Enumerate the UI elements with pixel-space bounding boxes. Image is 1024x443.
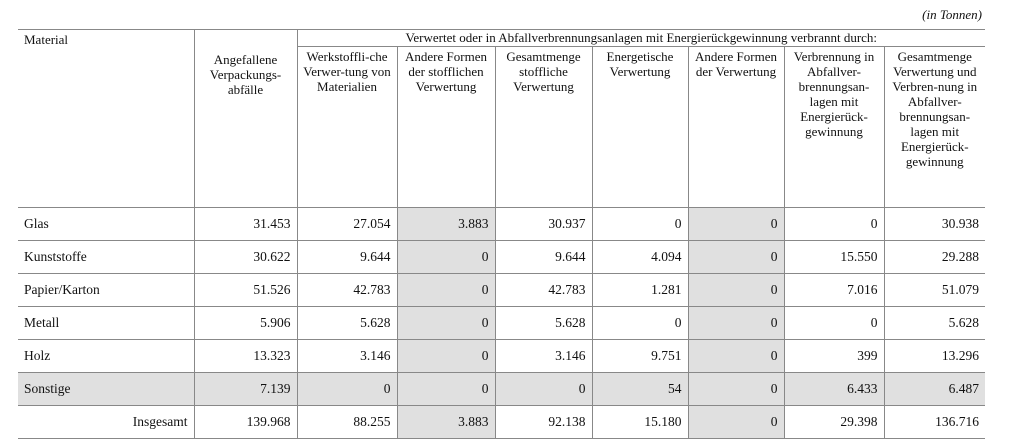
table-row (18, 307, 985, 340)
table-cell: 92.138 (495, 406, 592, 439)
table-cell: 3.146 (495, 340, 592, 373)
total-row (18, 406, 985, 439)
header-sub-3: Gesamtmenge stoffliche Verwertung (495, 47, 592, 208)
table-cell: 54 (592, 373, 688, 406)
total-label: Insgesamt (18, 406, 194, 439)
table-cell: 15.550 (784, 241, 884, 274)
table-cell: 4.094 (592, 241, 688, 274)
table-cell: 0 (688, 373, 784, 406)
unit-note: (in Tonnen) (922, 7, 982, 22)
table-cell: 0 (495, 373, 592, 406)
table-cell: 6.487 (884, 373, 985, 406)
table-cell: 136.716 (884, 406, 985, 439)
table-cell: 15.180 (592, 406, 688, 439)
table-cell: 0 (397, 340, 495, 373)
row-label: Sonstige (18, 373, 194, 406)
table-cell: 0 (688, 340, 784, 373)
row-label: Metall (18, 307, 194, 340)
table-cell: 13.323 (194, 340, 297, 373)
table-cell: 9.644 (297, 241, 397, 274)
table-cell: 29.398 (784, 406, 884, 439)
table-cell: 3.883 (397, 406, 495, 439)
table-row (18, 241, 985, 274)
table-cell: 3.883 (397, 208, 495, 241)
table-cell: 5.628 (884, 307, 985, 340)
table-cell: 0 (688, 208, 784, 241)
table-cell: 0 (592, 208, 688, 241)
table-cell: 42.783 (495, 274, 592, 307)
table-cell: 0 (688, 241, 784, 274)
table-cell: 27.054 (297, 208, 397, 241)
table-cell: 7.016 (784, 274, 884, 307)
table-row (18, 274, 985, 307)
table-cell: 30.622 (194, 241, 297, 274)
table-cell: 5.628 (297, 307, 397, 340)
table-cell: 6.433 (784, 373, 884, 406)
row-label: Glas (18, 208, 194, 241)
table-row (18, 208, 985, 241)
table-cell: 30.938 (884, 208, 985, 241)
table-cell: 0 (397, 373, 495, 406)
table-cell: 5.906 (194, 307, 297, 340)
header-sub-1: Werkstoffli-che Verwer-tung von Materialien (297, 47, 397, 208)
table-row (18, 340, 985, 373)
table-cell: 42.783 (297, 274, 397, 307)
table-cell: 0 (397, 274, 495, 307)
table-cell: 30.937 (495, 208, 592, 241)
table-cell: 399 (784, 340, 884, 373)
row-label: Papier/Karton (18, 274, 194, 307)
table-row (18, 373, 985, 406)
table-cell: 0 (397, 241, 495, 274)
packaging-waste-table (18, 29, 985, 439)
header-generated: Angefallene Verpackungs-abfälle (194, 30, 297, 208)
table-cell: 5.628 (495, 307, 592, 340)
header-sub-6: Verbrennung in Abfallver-brennungsan-lagen mit Energierück-gewinnung (784, 47, 884, 208)
header-sub-4: Energetische Verwertung (592, 47, 688, 208)
table-cell: 0 (397, 307, 495, 340)
table-cell: 88.255 (297, 406, 397, 439)
table-cell: 9.644 (495, 241, 592, 274)
table-cell: 51.526 (194, 274, 297, 307)
table-cell: 51.079 (884, 274, 985, 307)
table-cell: 0 (592, 307, 688, 340)
header-sub-7: Gesamtmenge Verwertung und Verbren-nung in Abfallver-brennungsan-lagen mit Energierück-gewinnung (884, 47, 985, 208)
table-cell: 0 (688, 307, 784, 340)
table-cell: 0 (688, 274, 784, 307)
table-cell: 1.281 (592, 274, 688, 307)
header-material: Material (18, 30, 194, 208)
table-cell: 9.751 (592, 340, 688, 373)
header-sub-5: Andere Formen der Verwertung (688, 47, 784, 208)
header-sub-2: Andere Formen der stofflichen Verwertung (397, 47, 495, 208)
table-cell: 0 (784, 208, 884, 241)
table-cell: 13.296 (884, 340, 985, 373)
table-cell: 3.146 (297, 340, 397, 373)
table-cell: 0 (784, 307, 884, 340)
table-cell: 31.453 (194, 208, 297, 241)
table-cell: 0 (297, 373, 397, 406)
row-label: Kunststoffe (18, 241, 194, 274)
table-cell: 29.288 (884, 241, 985, 274)
row-label: Holz (18, 340, 194, 373)
table-cell: 0 (688, 406, 784, 439)
table-cell: 139.968 (194, 406, 297, 439)
header-group: Verwertet oder in Abfallverbrennungsanlagen mit Energierückgewinnung verbrannt durch: (297, 30, 985, 47)
table-cell: 7.139 (194, 373, 297, 406)
